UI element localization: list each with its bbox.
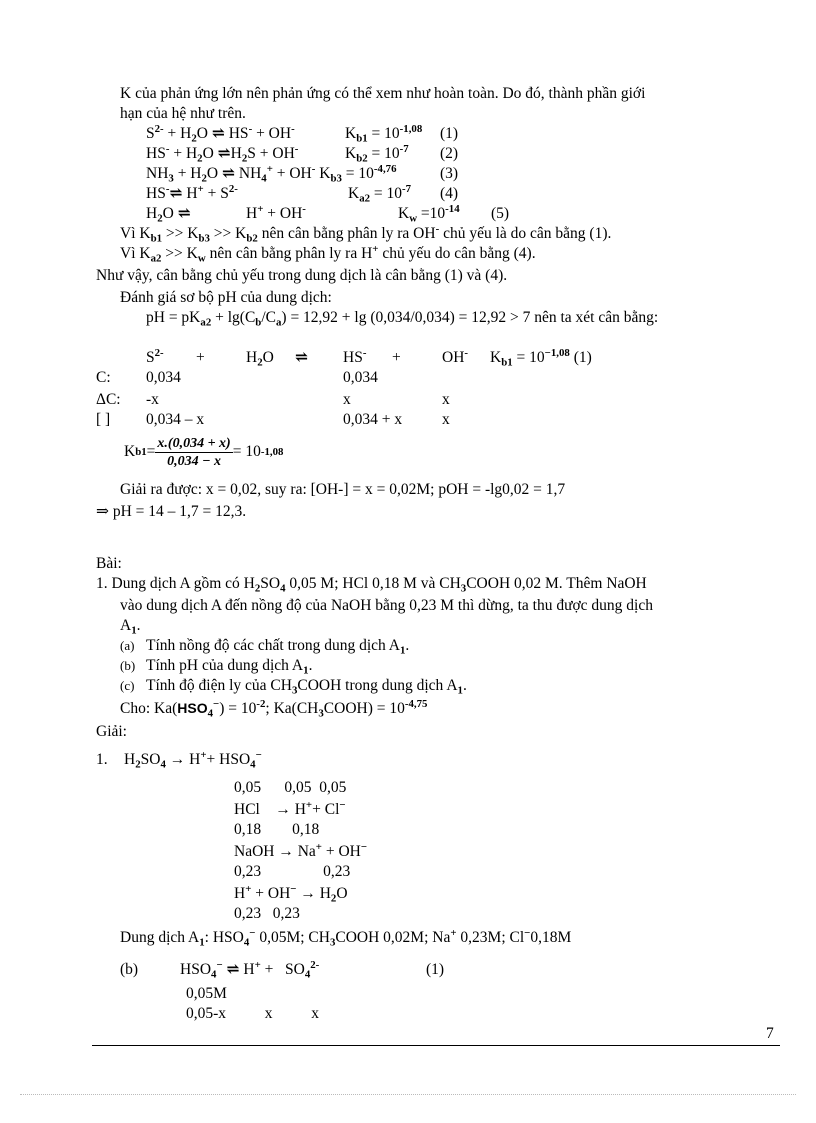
problem-given: Cho: $Ka(HSO_4^-) = 10^{-2}$; $Ka(CH_3COOH) = 10^{-4,75}$ bbox=[120, 698, 428, 720]
intro-line-2: hạn của hệ như trên. bbox=[120, 105, 246, 122]
question-b: (b) Tính pH của dung dịch $A_1$. bbox=[120, 657, 313, 677]
equilibrium-1: $S^{2-} + H_2O$ ⇌ HS- + OH- bbox=[146, 123, 295, 145]
reason-line-1: Vì $K_{b1} >> K_{b3} >> K_{b2}$ nên cân bằng phân ly ra OH- chủ yếu là do cân bằng (1). bbox=[120, 223, 612, 245]
kb1-denominator: 0,034 − x bbox=[167, 453, 222, 469]
problem-line-2: vào dung dịch A đến nồng độ của NaOH bằng 0,23 M thì dừng, ta thu được dung dịch bbox=[120, 597, 653, 614]
ice-row-eq-label: [ ] bbox=[96, 411, 111, 428]
equilibrium-2: $HS^- + H_2O$ $\rightleftharpoons H_2S + OH^-$ bbox=[146, 143, 299, 165]
equilibrium-5-number: (5) bbox=[491, 205, 510, 222]
reason-line-2: Vì $K_{a2} >> K_w$ nên cân bằng phân ly ra H+ chủ yếu do cân bằng (4). bbox=[120, 243, 536, 265]
equilibrium-5: $H_2O$ ⇌ bbox=[146, 205, 191, 225]
solution-reaction-4: $H^+ + OH^- \to H_2O$ bbox=[234, 883, 348, 905]
question-c: (c) Tính độ điện ly của $CH_3COOH$ trong dung dịch $A_1$. bbox=[120, 677, 467, 697]
solution-values-4: 0,23 0,23 bbox=[234, 905, 300, 922]
ice-row-eq-value-1: 0,034 – x bbox=[146, 411, 205, 428]
reason-line-5: pH = $pK_{a2} + \lg(C_b/C_a) = 12,92 + \lg (0,034/0,034) = 12,92 > 7$ nên ta xét cân bằng: bbox=[146, 309, 659, 329]
equilibrium-1-number: (1) bbox=[440, 125, 459, 142]
kb1-formula: K b1 = $\frac{x.(0,034 + x)}{0,034 - x}$ = 10 -1,08 bbox=[124, 435, 284, 469]
equilibrium-3-number: (3) bbox=[440, 165, 459, 182]
part-b-values-2: 0,05-x x x bbox=[186, 1005, 320, 1022]
solution-title: Giải: bbox=[96, 723, 127, 740]
ice-header-constant: $K_{b1} = 10^{-1,08}$ (1) bbox=[490, 347, 592, 369]
problem-line-3: $A_1$. bbox=[120, 617, 141, 637]
ice-header-oh: OH- bbox=[442, 347, 469, 366]
solution-reaction-1: 1. $H_2SO_4 \to H^++ HSO_4^-$ bbox=[96, 749, 262, 771]
reason-line-3: Như vậy, cân bằng chủ yếu trong dung dịch là cân bằng (1) và (4). bbox=[96, 267, 508, 284]
question-a: (a) Tính nồng độ các chất trong dung dịch $A_1$. bbox=[120, 637, 410, 657]
page-number: 7 bbox=[766, 1025, 774, 1042]
equilibrium-2-constant: $K_{b2} = 10^{-7}$ bbox=[345, 143, 409, 165]
ice-row-delta-label: ΔC: bbox=[96, 391, 121, 408]
solve-line-1: Giải ra được: x = 0,02, suy ra: [OH-] = x = 0,02M; pOH = -lg0,02 = 1,7 bbox=[120, 481, 566, 498]
equilibrium-arrow-icon: ⇌ bbox=[295, 349, 308, 366]
solution-reaction-3: NaOH → Na+ + OH− bbox=[234, 841, 368, 860]
equilibrium-1-constant: $K_{b1} = 10^{-1,08}$ bbox=[345, 123, 423, 145]
equilibrium-5-products: H+ + OH- bbox=[246, 203, 306, 222]
ice-header-plus-2: + bbox=[392, 349, 401, 366]
ice-row-delta-value-1: -x bbox=[146, 391, 159, 408]
ice-row-c-label: C: bbox=[96, 369, 111, 386]
part-b-label: (b) bbox=[120, 961, 139, 978]
equilibrium-arrow-icon: ⇌ bbox=[222, 165, 235, 182]
equilibrium-4-number: (4) bbox=[440, 185, 459, 202]
equilibrium-arrow-icon: ⇌ bbox=[222, 961, 244, 978]
ice-row-c-value-1: 0,034 bbox=[146, 369, 181, 386]
ice-row-eq-value-3: x bbox=[442, 411, 450, 428]
equilibrium-arrow-icon: ⇌ bbox=[217, 145, 231, 162]
ice-row-delta-value-3: x bbox=[442, 391, 450, 408]
solve-line-2: ⇒ pH = 14 – 1,7 = 12,3. bbox=[96, 503, 247, 520]
part-b-values-1: 0,05M bbox=[186, 985, 227, 1002]
equilibrium-arrow-icon: ⇌ bbox=[211, 125, 225, 142]
problem-title: Bài: bbox=[96, 555, 122, 572]
intro-line-1: K của phản ứng lớn nên phản ứng có thể xem như hoàn toàn. Do đó, thành phần giới bbox=[120, 85, 646, 102]
footer-divider bbox=[92, 1045, 780, 1046]
ice-row-eq-value-2: 0,034 + x bbox=[343, 411, 403, 428]
equilibrium-4-constant: $K_{a2} = 10^{-7}$ bbox=[348, 183, 412, 205]
problem-line-1: 1. Dung dịch A gồm có $H_2SO_4$ 0,05 M; HCl 0,18 M và $CH_3COOH$ 0,02 M. Thêm NaOH bbox=[96, 575, 647, 595]
ice-row-delta-value-2: x bbox=[343, 391, 351, 408]
part-b-reaction: $HSO_4^-$ ⇌ $H^+ + SO_4^{2-}$ bbox=[180, 959, 320, 981]
ice-header-plus-1: + bbox=[196, 349, 205, 366]
equilibrium-arrow-icon: ⇌ bbox=[177, 205, 191, 222]
page-bottom-dotted-line bbox=[20, 1094, 796, 1095]
reason-line-4: Đánh giá sơ bộ pH của dung dịch: bbox=[120, 289, 332, 306]
ice-header-hs: HS- bbox=[343, 347, 367, 366]
ice-row-c-value-2: 0,034 bbox=[343, 369, 378, 386]
solution-values-1: 0,05 0,05 0,05 bbox=[234, 779, 347, 796]
equilibrium-5-constant: $K_w =10^{-14}$ bbox=[398, 203, 460, 225]
equilibrium-arrow-icon: ⇌ bbox=[169, 185, 183, 202]
ice-header-water: $H_2O$ bbox=[246, 349, 274, 369]
equilibrium-3: $NH_3 + H_2O$ ⇌ $NH_4^+ + OH^-$ $K_{b3} = 10^{-4,76}$ bbox=[146, 163, 397, 185]
kb1-numerator: x.(0,034 + x) bbox=[157, 435, 231, 451]
solution-values-2: 0,18 0,18 bbox=[234, 821, 320, 838]
solution-summary: Dung dịch $A_1$: $HSO_4^-$ 0,05M; $CH_3COOH$ 0,02M; Na+ 0,23M; Cl−0,18M bbox=[120, 927, 572, 949]
kb1-fraction bbox=[155, 435, 232, 470]
equilibrium-4: HS-⇌ $H^+ + S^{2-}$ bbox=[146, 183, 238, 202]
part-b-number: (1) bbox=[426, 961, 445, 978]
solution-reaction-2: HCl → H++ Cl− bbox=[234, 799, 346, 818]
ice-header-s2: $S^{2-}$ bbox=[146, 347, 164, 366]
solution-values-3: 0,23 0,23 bbox=[234, 863, 351, 880]
equilibrium-2-number: (2) bbox=[440, 145, 459, 162]
